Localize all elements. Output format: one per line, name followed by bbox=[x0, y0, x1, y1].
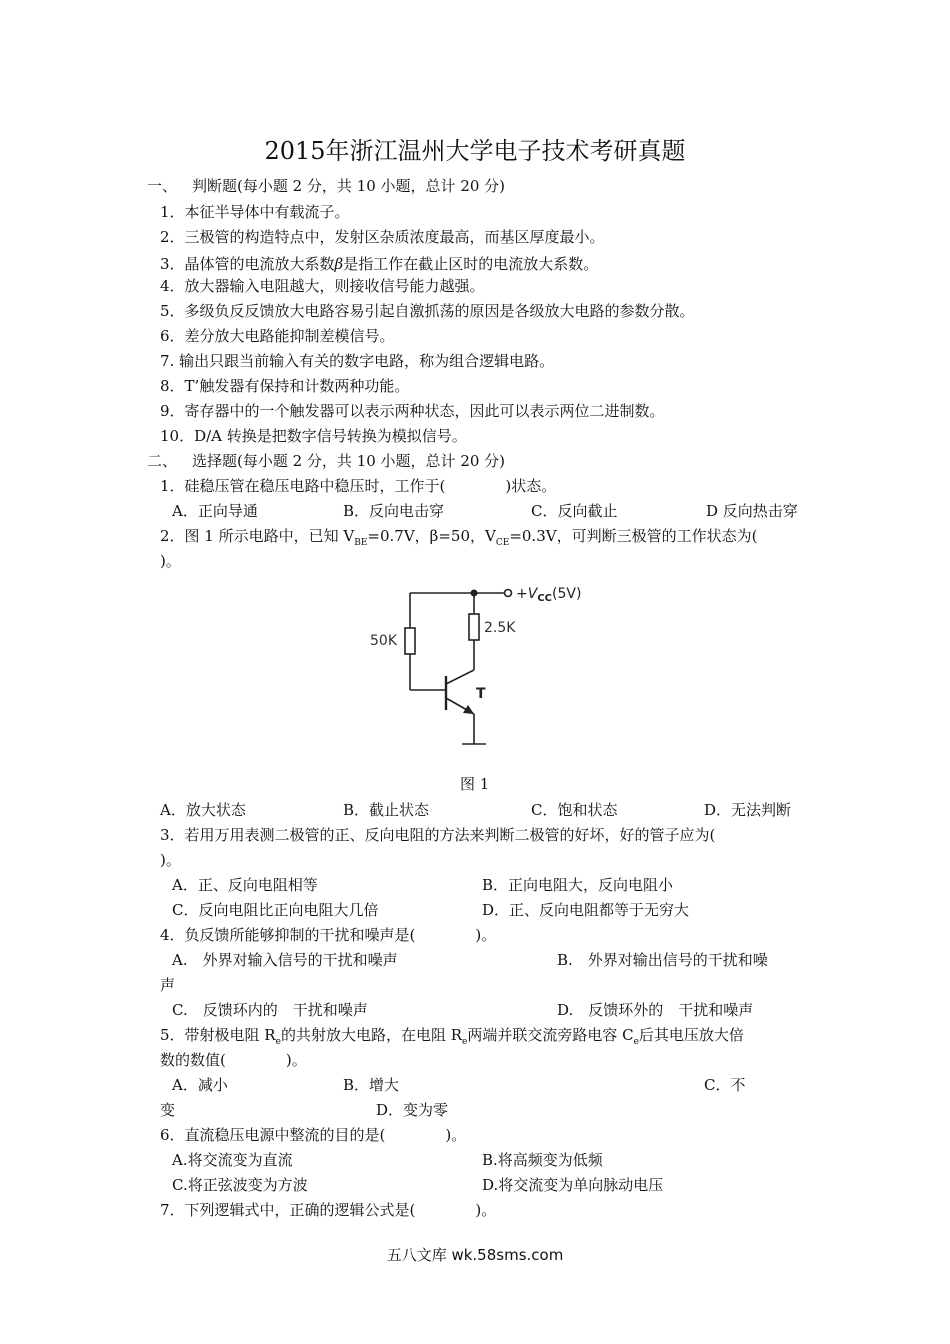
q4-option-b-wrap: 声 bbox=[160, 976, 176, 994]
q4-option-a: A. 外界对输入信号的干扰和噪声 bbox=[172, 951, 398, 969]
section2-number: 二、 bbox=[147, 452, 178, 470]
q5-option-d: D．变为零 bbox=[376, 1101, 449, 1119]
figure-caption: 图 1 bbox=[460, 775, 490, 793]
q2-sub-ce: CE bbox=[495, 538, 510, 548]
q4-option-d: D. 反馈环外的 干扰和噪声 bbox=[557, 1001, 754, 1019]
q2-stem-a: 2．图 1 所示电路中，已知 V bbox=[160, 527, 355, 545]
vcc-sub: CC bbox=[537, 593, 552, 604]
vcc-terminal bbox=[505, 590, 512, 597]
judge-item-3-rest: 是指工作在截止区时的电流放大系数。 bbox=[343, 255, 599, 273]
q5-stem-c: 两端并联交流旁路电容 C bbox=[467, 1026, 634, 1044]
q6-option-d: D.将交流变为单向脉动电压 bbox=[482, 1176, 664, 1194]
q7-stem: 7．下列逻辑式中，正确的逻辑公式是( )。 bbox=[160, 1201, 497, 1219]
resistor-2-5k bbox=[469, 614, 479, 640]
q4-option-b: B. 外界对输出信号的干扰和噪 bbox=[557, 951, 768, 969]
q3-option-b: B．正向电阻大，反向电阻小 bbox=[482, 876, 674, 894]
q1-option-b: B．反向电击穿 bbox=[343, 502, 445, 520]
circuit-diagram bbox=[360, 578, 600, 768]
q5-option-b: B．增大 bbox=[343, 1076, 400, 1094]
q2-stem-line2: )。 bbox=[160, 552, 181, 570]
q1-option-c: C．反向截止 bbox=[531, 502, 618, 520]
footer-watermark: 五八文库 wk.58sms.com bbox=[386, 1246, 564, 1264]
q5-stem-d: 后其电压放大倍 bbox=[638, 1026, 744, 1044]
section2-heading: 选择题(每小题 2 分，共 10 小题，总计 20 分) bbox=[192, 452, 506, 470]
q2-sub-be: BE bbox=[354, 538, 368, 548]
q3-option-a: A．正、反向电阻相等 bbox=[172, 876, 318, 894]
resistor-50k bbox=[405, 628, 415, 654]
judge-item-10: 10．D/A 转换是把数字信号转换为模拟信号。 bbox=[160, 427, 467, 445]
q5-option-a: A．减小 bbox=[172, 1076, 228, 1094]
vcc-prefix: +V bbox=[516, 586, 538, 602]
judge-item-9: 9．寄存器中的一个触发器可以表示两种状态，因此可以表示两位二进制数。 bbox=[160, 402, 665, 420]
label-50k: 50K bbox=[370, 633, 397, 649]
q2-option-a: A．放大状态 bbox=[160, 801, 246, 819]
beta-symbol: β bbox=[334, 255, 344, 273]
q5-sub-e1: e bbox=[275, 1037, 281, 1047]
q5-stem-a: 5．带射极电阻 R bbox=[160, 1026, 276, 1044]
q5-stem bbox=[160, 1025, 744, 1052]
vcc-suffix: (5V) bbox=[552, 586, 582, 602]
judge-item-4: 4．放大器输入电阻越大，则接收信号能力越强。 bbox=[160, 277, 485, 295]
section1-number: 一、 bbox=[147, 177, 178, 195]
label-2-5k: 2.5K bbox=[484, 620, 516, 636]
q2-option-d: D．无法判断 bbox=[704, 801, 792, 819]
page-title: 2015年浙江温州大学电子技术考研真题 bbox=[264, 137, 686, 165]
q2-stem-c: =0.3V，可判断三极管的工作状态为( bbox=[509, 527, 758, 545]
judge-item-3-text: 3．晶体管的电流放大系数 bbox=[160, 255, 335, 273]
label-transistor: T bbox=[476, 686, 486, 702]
judge-item-8: 8．T’触发器有保持和计数两种功能。 bbox=[160, 377, 410, 395]
q5-sub-e2: e bbox=[462, 1037, 468, 1047]
q5-option-c-wrap: 变 bbox=[160, 1101, 176, 1119]
section1-heading: 判断题(每小题 2 分，共 10 小题，总计 20 分) bbox=[192, 177, 506, 195]
q3-stem: 3．若用万用表测二极管的正、反向电阻的方法来判断二极管的好坏，好的管子应为( bbox=[160, 826, 716, 844]
q3-stem-line2: )。 bbox=[160, 851, 181, 869]
q1-option-a: A．正向导通 bbox=[172, 502, 258, 520]
q6-option-c: C.将正弦波变为方波 bbox=[172, 1176, 308, 1194]
q4-option-c: C. 反馈环内的 干扰和噪声 bbox=[172, 1001, 368, 1019]
judge-item-5: 5．多级负反反馈放大电路容易引起自激抓荡的原因是各级放大电路的参数分散。 bbox=[160, 302, 695, 320]
label-vcc bbox=[516, 586, 581, 604]
q2-option-b: B．截止状态 bbox=[343, 801, 430, 819]
q5-option-c: C．不 bbox=[704, 1076, 746, 1094]
judge-item-1: 1．本征半导体中有载流子。 bbox=[160, 203, 350, 221]
q6-stem: 6．直流稳压电源中整流的目的是( )。 bbox=[160, 1126, 467, 1144]
q5-sub-e3: e bbox=[633, 1037, 639, 1047]
judge-item-7: 7. 输出只跟当前输入有关的数字电路，称为组合逻辑电路。 bbox=[160, 352, 555, 370]
q1-option-d: D 反向热击穿 bbox=[706, 502, 798, 520]
q3-option-d: D．正、反向电阻都等于无穷大 bbox=[482, 901, 690, 919]
q6-option-a: A.将交流变为直流 bbox=[172, 1151, 293, 1169]
q2-option-c: C．饱和状态 bbox=[531, 801, 618, 819]
transistor-collector bbox=[446, 670, 474, 684]
q4-stem: 4．负反馈所能够抑制的干扰和噪声是( )。 bbox=[160, 926, 497, 944]
judge-item-6: 6．差分放大电路能抑制差模信号。 bbox=[160, 327, 395, 345]
q1-stem: 1．硅稳压管在稳压电路中稳压时，工作于( )状态。 bbox=[160, 477, 557, 495]
q2-stem bbox=[160, 526, 757, 553]
q5-stem-b: 的共射放大电路，在电阻 R bbox=[280, 1026, 463, 1044]
judge-item-3 bbox=[160, 254, 598, 274]
q2-stem-b: =0.7V，β=50，V bbox=[367, 527, 496, 545]
q6-option-b: B.将高频变为低频 bbox=[482, 1151, 603, 1169]
q5-stem-line2: 数的数值( )。 bbox=[160, 1051, 307, 1069]
q3-option-c: C．反向电阻比正向电阻大几倍 bbox=[172, 901, 379, 919]
judge-item-2: 2．三极管的构造特点中，发射区杂质浓度最高，而基区厚度最小。 bbox=[160, 228, 605, 246]
